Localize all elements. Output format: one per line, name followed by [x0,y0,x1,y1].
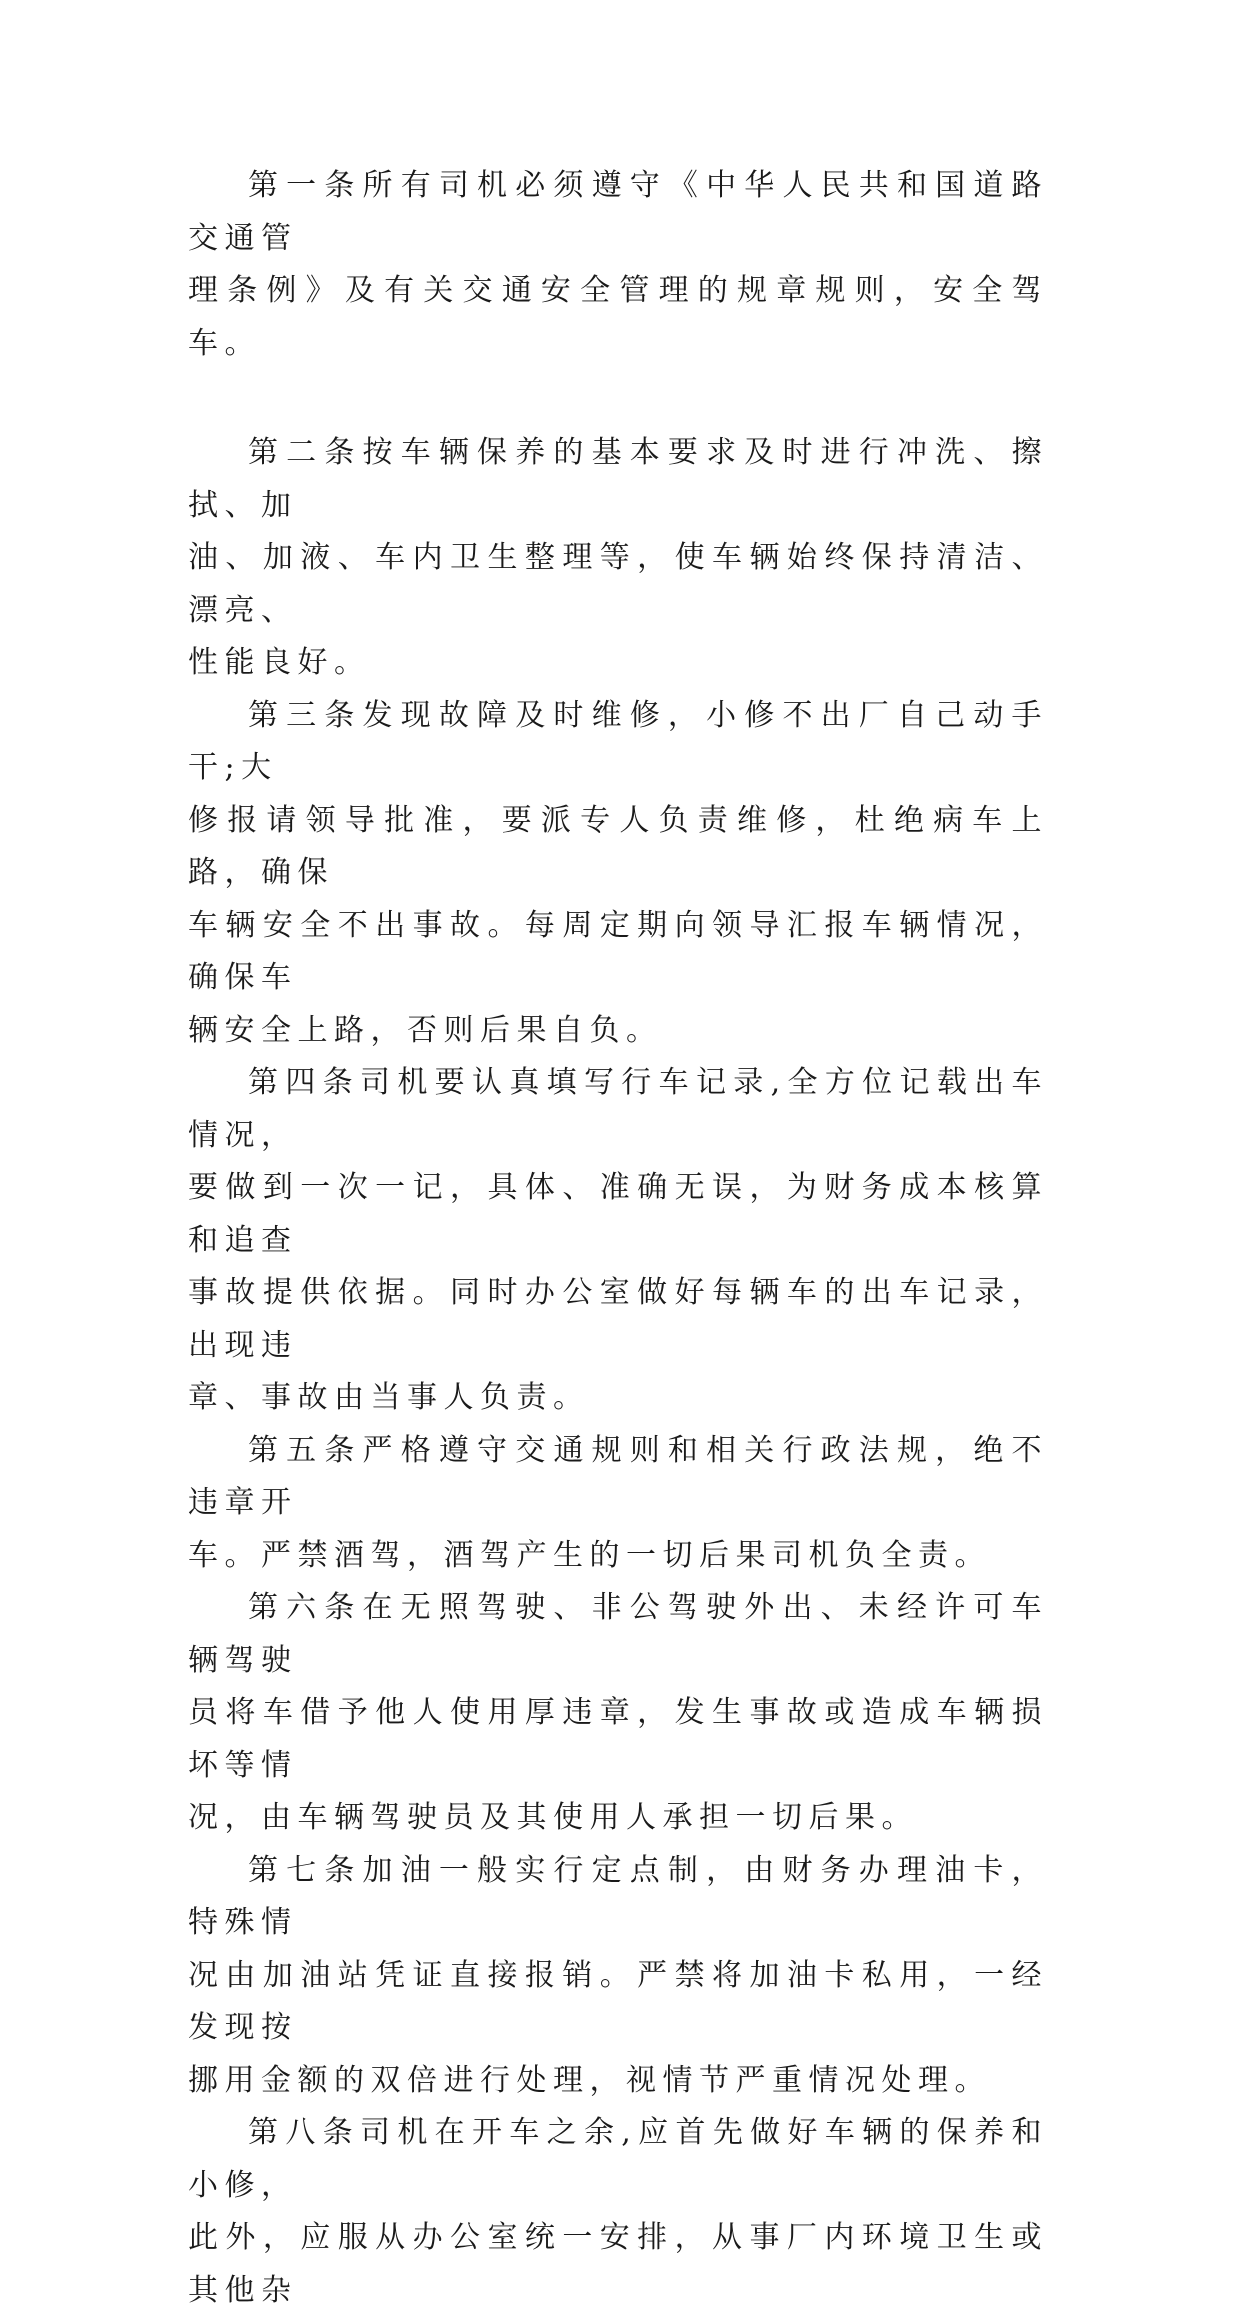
article-4-paragraph: 第四条司机要认真填写行车记录,全方位记载出车情况， 要做到一次一记，具体、准确无误，为财务成本核算和追查 事故提供依据。同时办公室做好每辆车的出车记录，出现违 章、事故由当事人负责。 [188,1065,1048,1415]
article-5-paragraph: 第五条严格遵守交通规则和相关行政法规，绝不违章开 车。严禁酒驾，酒驾产生的一切后果司机负全责。 [188,1432,1048,1573]
document-body [188,160,1048,2317]
article-7-paragraph: 第七条加油一般实行定点制，由财务办理油卡，特殊情 况由加油站凭证直接报销。严禁将加油卡私用，一经发现按 挪用金额的双倍进行处理，视情节严重情况处理。 [188,1852,1048,2098]
article-6-paragraph: 第六条在无照驾驶、非公驾驶外出、未经许可车辆驾驶 员将车借予他人使用厚违章，发生事故或造成车辆损坏等情 况，由车辆驾驶员及其使用人承担一切后果。 [188,1590,1048,1835]
article-2-paragraph: 第二条按车辆保养的基本要求及时进行冲洗、擦拭、加 油、加液、车内卫生整理等，使车辆始终保持清洁、漂亮、 性能良好。 [188,435,1048,680]
article-8-paragraph: 第八条司机在开车之余,应首先做好车辆的保养和小修， 此外，应服从办公室统一安排，从事厂内环境卫生或其他杂 [188,2115,1048,2308]
article-3-paragraph: 第三条发现故障及时维修，小修不出厂自己动手干;大 修报请领导批准，要派专人负责维修，杜绝病车上路，确保 车辆安全不出事故。每周定期向领导汇报车辆情况，确保车 辆安全上路，否则后果自负。 [188,697,1048,1048]
article-1-paragraph: 第一条所有司机必须遵守《中华人民共和国道路交通管 理条例》及有关交通安全管理的规章规则，安全驾车。 [188,168,1048,361]
